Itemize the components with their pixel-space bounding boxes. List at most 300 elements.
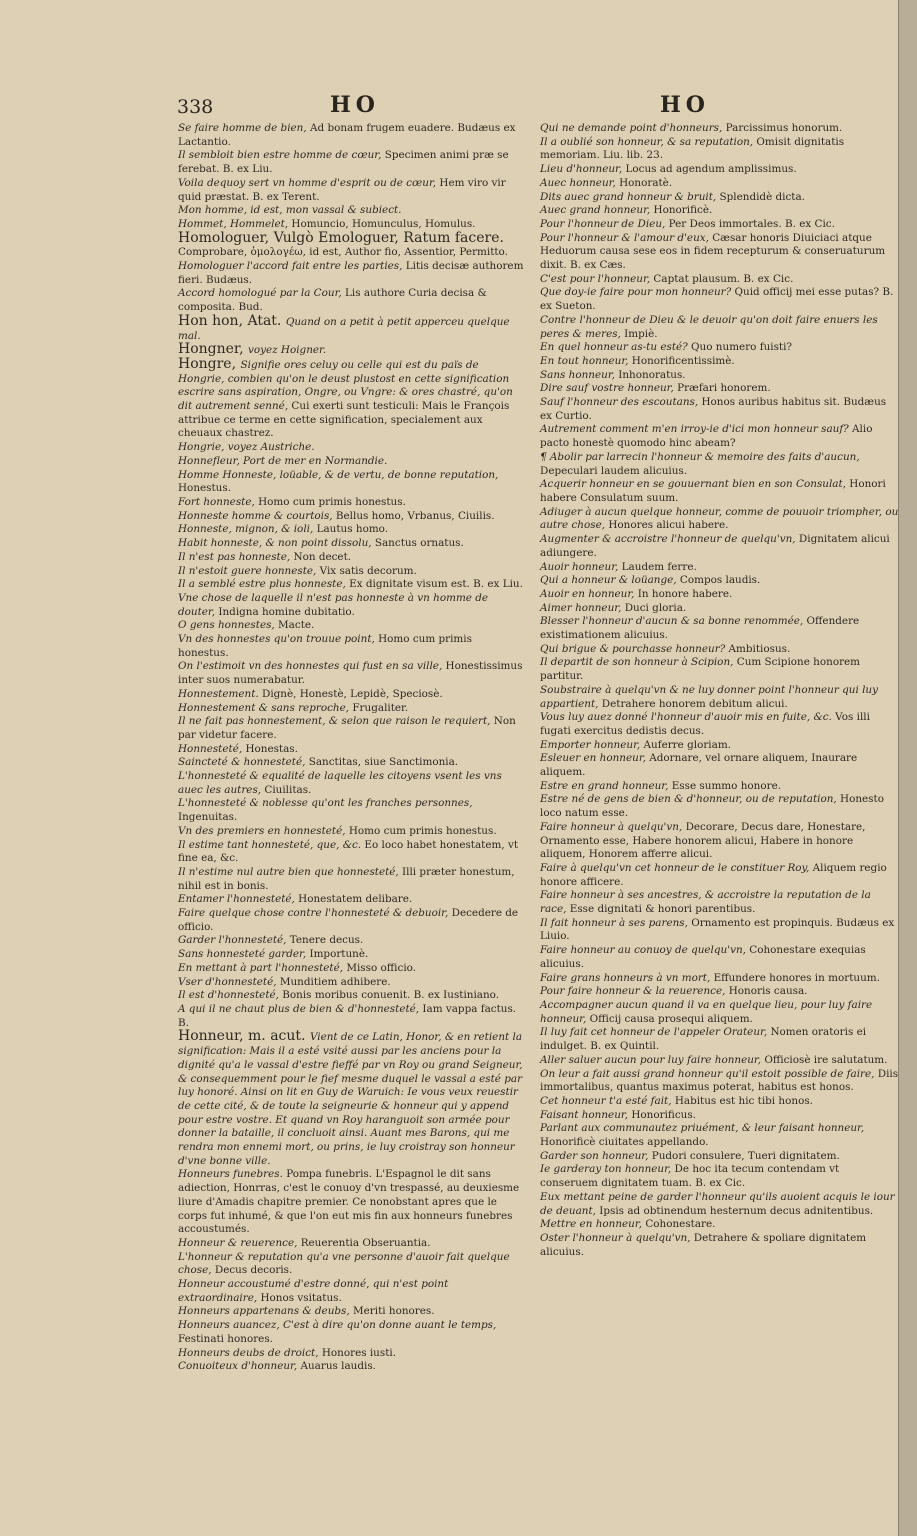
dictionary-entry	[178, 893, 524, 907]
french-headword: Honnestement.	[178, 687, 259, 700]
latin-gloss: Comprobare, ὁμολογέω, id est, Author fio, Assentior, Permitto.	[178, 246, 508, 259]
latin-gloss: Honores iusti.	[318, 1346, 396, 1359]
latin-gloss: Honneur, m. acut.	[178, 1028, 310, 1045]
dictionary-entry	[540, 1068, 900, 1095]
dictionary-entry	[540, 588, 900, 602]
dictionary-entry	[178, 246, 524, 260]
latin-gloss: Ad bonam frugem euadere. Budæus ex Lactantio.	[178, 122, 516, 148]
dictionary-entry	[178, 523, 524, 537]
french-headword: Voila dequoy sert vn homme d'esprit ou de cœur,	[178, 176, 437, 189]
french-headword: Pour faire honneur & la reuerence,	[540, 985, 726, 998]
latin-gloss: Non decet.	[290, 550, 352, 563]
french-headword: Faire honneur au conuoy de quelqu'vn,	[540, 944, 746, 957]
french-headword: Il sembloit bien estre homme de cœur,	[178, 149, 382, 162]
dictionary-entry	[540, 355, 900, 369]
dictionary-entry	[540, 1026, 900, 1053]
latin-gloss: Sanctitas, siue Sanctimonia.	[305, 756, 459, 769]
french-headword: Honnefleur, Port de mer en Normandie.	[178, 454, 388, 467]
dictionary-entry	[178, 1319, 524, 1346]
next-page-edge	[898, 0, 917, 1536]
dictionary-entry	[540, 889, 900, 916]
latin-gloss: Eo loco habet honestatem, vt fine ea, &c.	[178, 838, 518, 865]
latin-gloss: Illi præter honestum, nihil est in bonis.	[178, 865, 515, 892]
french-headword: Auec honneur,	[540, 176, 616, 189]
dictionary-entry	[178, 1003, 524, 1030]
french-headword: Habit honneste, & non point dissolu,	[178, 537, 372, 550]
dictionary-entry	[540, 163, 900, 177]
latin-gloss: Esse summo honore.	[668, 779, 782, 792]
latin-gloss: Homo cum primis honestus.	[178, 633, 472, 659]
latin-gloss: Vos illi fugati exercitus dedistis decus.	[540, 711, 870, 737]
latin-gloss: Detrahere honorem debitum alicui.	[598, 697, 788, 710]
dictionary-entry	[178, 989, 524, 1003]
dictionary-entry	[540, 1122, 900, 1149]
french-headword: Sans honnesteté garder,	[178, 948, 307, 961]
running-head-right: HO	[660, 92, 710, 118]
french-headword: Faire honneur à quelqu'vn,	[540, 820, 683, 833]
latin-gloss: Honestas.	[242, 742, 298, 755]
latin-gloss: Quid officij mei esse putas? B. ex Sueton.	[540, 286, 894, 313]
dictionary-entry	[178, 866, 524, 893]
dictionary-entry	[540, 341, 900, 355]
dictionary-entry	[178, 702, 524, 716]
french-headword: Entamer l'honnesteté,	[178, 893, 295, 906]
french-headword: Contre l'honneur de Dieu & le deuoir qu'on doit faire enuers les peres & meres,	[540, 313, 878, 340]
dictionary-entry	[540, 1218, 900, 1232]
french-headword: Blesser l'honneur d'aucun & sa bonne renommée,	[540, 615, 804, 628]
latin-gloss: Decedere de officio.	[178, 907, 519, 933]
french-headword: Il n'estime nul autre bien que honnesteté,	[178, 865, 399, 878]
french-headword: Parlant aux communautez priuément, & leur faisant honneur,	[540, 1122, 865, 1135]
french-headword: Dits auec grand honneur & bruit,	[540, 190, 717, 203]
latin-gloss: Diis immortalibus, quantus maximus poterat, habitus est honos.	[540, 1067, 899, 1094]
dictionary-entry	[178, 1305, 524, 1319]
french-headword: Estre en grand honneur,	[540, 779, 669, 792]
dictionary-entry	[178, 355, 524, 441]
french-headword: Honnesteté,	[178, 742, 243, 755]
french-headword: Honneur & reuerence,	[178, 1236, 298, 1249]
dictionary-entry	[540, 191, 900, 205]
french-headword: Oster l'honneur à quelqu'vn,	[540, 1231, 691, 1244]
dictionary-entry	[540, 1232, 900, 1259]
dictionary-entry	[178, 510, 524, 524]
french-headword: Auoir honneur,	[540, 560, 619, 573]
dictionary-entry	[540, 396, 900, 423]
dictionary-entry	[178, 565, 524, 579]
dictionary-entry	[178, 204, 524, 218]
dictionary-entry	[540, 451, 900, 478]
french-headword: Signifie ores celuy ou celle qui est du païs de Hongrie, combien qu'on le deust plustost en cette signification escrire sans aspiration, Ongre, ou Vngre: & ores chastré, qu'on dit autrement senné,	[178, 358, 513, 413]
latin-gloss: Non par videtur facere.	[178, 715, 516, 741]
dictionary-entry	[540, 684, 900, 711]
dictionary-entry	[540, 136, 900, 163]
latin-gloss: Auferre gloriam.	[640, 738, 731, 751]
dictionary-entry	[540, 574, 900, 588]
latin-gloss: Misso officio.	[343, 961, 417, 974]
latin-gloss: Ciuilitas.	[261, 783, 312, 796]
left-column	[178, 122, 524, 1373]
latin-gloss: Ipsis ad obtinendum hesternum decus adnitentibus.	[595, 1204, 874, 1217]
french-headword: Il n'estoit guere honneste,	[178, 564, 317, 577]
french-headword: Qui brigue & pourchasse honneur?	[540, 642, 726, 655]
latin-gloss: Effundere honores in mortuum.	[710, 971, 880, 984]
french-headword: Sans honneur,	[540, 368, 615, 381]
french-headword: Vne chose de laquelle il n'est pas honneste à vn homme de douter,	[178, 591, 489, 618]
french-headword: Sauf l'honneur des escoutans,	[540, 396, 699, 409]
french-headword: Conuoiteux d'honneur,	[178, 1360, 298, 1373]
latin-gloss: Decorare, Decus dare, Honestare, Ornamento esse, Habere honorem alicui, Habere in honore aliquem, Honorem afferre alicui.	[540, 820, 866, 861]
dictionary-entry	[540, 711, 900, 738]
french-headword: Mettre en honneur,	[540, 1218, 643, 1231]
right-column	[540, 122, 900, 1362]
latin-gloss: Honestus.	[178, 482, 231, 495]
latin-gloss: Alio pacto honestè quomodo hinc abeam?	[540, 423, 873, 450]
french-headword: Emporter honneur,	[540, 738, 641, 751]
french-headword: Que doy-ie faire pour mon honneur?	[540, 286, 732, 299]
french-headword: Vn des honnestes qu'on trouue point,	[178, 633, 375, 646]
french-headword: Vous luy auez donné l'honneur d'auoir mis en fuite, &c.	[540, 711, 832, 724]
dictionary-entry	[178, 496, 524, 510]
dictionary-entry	[178, 229, 524, 247]
latin-gloss: Cum Scipione honorem partitur.	[540, 656, 861, 683]
dictionary-entry	[178, 260, 524, 287]
french-headword: Augmenter & accroistre l'honneur de quelqu'vn,	[540, 533, 796, 546]
latin-gloss: Quo numero fuisti?	[687, 341, 792, 354]
latin-gloss: Impiè.	[620, 327, 658, 340]
french-headword: L'honneur & reputation qu'a vne personne d'auoir fait quelque chose,	[178, 1250, 510, 1277]
french-headword: Quand on a petit à petit apperceu quelque mal.	[178, 315, 510, 342]
dictionary-entry	[178, 287, 524, 314]
latin-gloss: Honoris causa.	[725, 985, 808, 998]
latin-gloss: Inhonoratus.	[614, 368, 686, 381]
latin-gloss: Honorificentissimè.	[628, 354, 735, 367]
latin-gloss: Honores alicui habere.	[605, 519, 729, 532]
latin-gloss: Hem viro vir quid præstat. B. ex Terent.	[178, 176, 506, 203]
french-headword: Il ne fait pas honnestement, & selon que raison le requiert,	[178, 715, 491, 728]
dictionary-entry	[540, 478, 900, 505]
latin-gloss: Habitus est hic tibi honos.	[671, 1094, 813, 1107]
french-headword: Fort honneste,	[178, 495, 255, 508]
dictionary-entry	[540, 506, 900, 533]
dictionary-entry	[178, 756, 524, 770]
dictionary-entry	[540, 122, 900, 136]
french-headword: Saincteté & honnesteté,	[178, 756, 306, 769]
dictionary-entry	[178, 469, 524, 496]
french-headword: On l'estimoit vn des honnestes qui fust en sa ville,	[178, 660, 443, 673]
latin-gloss: Locus ad agendum amplissimus.	[622, 163, 797, 176]
running-head-left: HO	[330, 92, 380, 118]
latin-gloss: Honorificè.	[650, 204, 713, 217]
latin-gloss: Honestissimus inter suos numerabatur.	[178, 660, 523, 687]
dictionary-entry	[178, 839, 524, 866]
entry-continuation: Cui exerti sunt testiculi: Mais le François attribue ce terme en cette signification, specialement aux cheuaux chastrez.	[178, 400, 510, 440]
latin-gloss: Pompa funebris. L'Espagnol le dit sans adiection, Honrras, c'est le conuoy d'vn trespassé, au deuxiesme liure d'Amadis chapitre premier. Ce nonobstant apres que le corps fut inhumé, & que l'on eut mis fin aux honneurs funebres accoustumés.	[178, 1168, 520, 1236]
latin-gloss: Officiosè ire salutatum.	[761, 1053, 888, 1066]
dictionary-entry	[540, 793, 900, 820]
latin-gloss: Frugaliter.	[349, 701, 409, 714]
latin-gloss: Parcissimus honorum.	[722, 122, 843, 134]
french-headword: En mettant à part l'honnesteté,	[178, 961, 344, 974]
dictionary-entry	[540, 423, 900, 450]
french-headword: ¶ Abolir par larrecin l'honneur & memoire des faits d'aucun,	[540, 450, 860, 463]
dictionary-entry	[540, 232, 900, 273]
french-headword: On leur a fait aussi grand honneur qu'il estoit possible de faire,	[540, 1067, 875, 1080]
french-headword: O gens honnestes,	[178, 619, 275, 632]
french-headword: Il luy fait cet honneur de l'appeler Orateur,	[540, 1026, 768, 1039]
dictionary-entry	[540, 1109, 900, 1123]
dictionary-entry	[540, 780, 900, 794]
french-headword: L'honnesteté & equalité de laquelle les citoyens vsent les vns auec les autres,	[178, 770, 502, 796]
dictionary-entry	[540, 1163, 900, 1190]
dictionary-entry	[178, 1251, 524, 1278]
latin-gloss: Dignè, Honestè, Lepidè, Speciosè.	[258, 687, 443, 700]
latin-gloss: Tenere decus.	[286, 934, 364, 947]
latin-gloss: Sanctus ornatus.	[371, 537, 464, 550]
french-headword: Accord homologué par la Cour,	[178, 287, 342, 300]
dictionary-entry	[540, 739, 900, 753]
dictionary-entry	[540, 1054, 900, 1068]
dictionary-entry	[178, 976, 524, 990]
french-headword: Il a semblé estre plus honneste,	[178, 578, 346, 591]
french-headword: Estre né de gens de bien & d'honneur, ou de reputation,	[540, 793, 837, 806]
dictionary-entry	[178, 715, 524, 742]
latin-gloss: Splendidè dicta.	[716, 190, 805, 203]
latin-gloss: Honori habere Consulatum suum.	[540, 478, 886, 504]
french-headword: Honneste homme & courtois,	[178, 509, 333, 522]
latin-gloss: Offendere existimationem alicuius.	[540, 615, 860, 642]
page-header	[0, 92, 898, 122]
dictionary-entry	[178, 1347, 524, 1361]
french-headword: Faire quelque chose contre l'honnesteté & debuoir,	[178, 907, 449, 920]
dictionary-entry	[178, 122, 524, 149]
french-headword: Accompagner aucun quand il va en quelque lieu, pour luy faire honneur,	[540, 999, 873, 1025]
french-headword: Faire à quelqu'vn cet honneur de le constituer Roy,	[540, 861, 810, 874]
latin-gloss: Litis decisæ authorem fieri. Budæus.	[178, 260, 524, 286]
dictionary-entry	[178, 660, 524, 687]
french-headword: Auoir en honneur,	[540, 587, 635, 600]
latin-gloss: Nomen oratoris ei indulget. B. ex Quintil.	[540, 1026, 867, 1053]
dictionary-entry	[540, 1191, 900, 1218]
latin-gloss: Laudem ferre.	[618, 560, 697, 573]
french-headword: Aimer honneur,	[540, 601, 622, 614]
latin-gloss: Honos auribus habitus sit. Budæus ex Curtio.	[540, 396, 887, 422]
french-headword: Qui a honneur & loüange,	[540, 574, 677, 587]
latin-gloss: Hongner,	[178, 341, 248, 358]
dictionary-entry	[178, 934, 524, 948]
dictionary-entry	[540, 273, 900, 287]
french-headword: Il departit de son honneur à Scipion,	[540, 656, 734, 669]
french-headword: Il n'est pas honneste,	[178, 550, 291, 563]
dictionary-entry	[178, 770, 524, 797]
dictionary-entry	[178, 825, 524, 839]
latin-gloss: Auarus laudis.	[297, 1360, 376, 1373]
latin-gloss: Ornamento est propinquis. Budæus ex Liuio.	[540, 916, 895, 943]
latin-gloss: Reuerentia Obseruantia.	[297, 1236, 431, 1249]
french-headword: Adiuger à aucun quelque honneur, comme de pouuoir triompher, ou autre chose,	[540, 505, 899, 532]
latin-gloss: Specimen animi præ se ferebat. B. ex Liu.	[178, 149, 509, 176]
dictionary-entry	[540, 286, 900, 313]
french-headword: Il est d'honnesteté,	[178, 989, 279, 1002]
dictionary-entry	[540, 1095, 900, 1109]
latin-gloss: Ingenuitas.	[178, 811, 238, 824]
latin-gloss: Meriti honores.	[349, 1305, 435, 1318]
dictionary-entry	[540, 752, 900, 779]
dictionary-entry	[178, 948, 524, 962]
french-headword: Il a oublié son honneur, & sa reputation,	[540, 135, 754, 148]
dictionary-entry	[178, 149, 524, 176]
french-headword: Auec grand honneur,	[540, 204, 651, 217]
latin-gloss: In honore habere.	[634, 587, 733, 600]
french-headword: Faisant honneur,	[540, 1108, 629, 1121]
page-number: 338	[177, 96, 214, 118]
french-headword: Honneurs auancez, C'est à dire qu'on donne auant le temps,	[178, 1319, 497, 1332]
french-headword: Ie garderay ton honneur,	[540, 1163, 672, 1176]
latin-gloss: Ex dignitate visum est. B. ex Liu.	[345, 578, 523, 591]
latin-gloss: Depeculari laudem alicuius.	[540, 464, 688, 477]
dictionary-entry	[178, 441, 524, 455]
dictionary-entry	[178, 797, 524, 824]
dictionary-entry	[540, 917, 900, 944]
dictionary-entry	[540, 218, 900, 232]
latin-gloss: Homologuer, Vulgò Emologuer, Ratum facere.	[178, 229, 504, 246]
french-headword: Honneurs deubs de droict,	[178, 1346, 319, 1359]
latin-gloss: Aliquem regio honore afficere.	[540, 861, 887, 888]
latin-gloss: Cohonestare exequias alicuius.	[540, 944, 866, 970]
latin-gloss: Pudori consulere, Tueri dignitatem.	[648, 1149, 840, 1162]
dictionary-entry	[540, 314, 900, 341]
dictionary-entry	[178, 962, 524, 976]
dictionary-entry	[540, 177, 900, 191]
dictionary-entry	[540, 862, 900, 889]
french-headword: Pour l'honneur & l'amour d'eux,	[540, 231, 709, 244]
dictionary-entry	[178, 633, 524, 660]
latin-gloss: Honos vsitatus.	[257, 1291, 342, 1304]
latin-gloss: Iam vappa factus. B.	[178, 1003, 517, 1029]
latin-gloss: Honorificè ciuitates appellando.	[540, 1136, 709, 1149]
french-headword: Homologuer l'accord fait entre les parties,	[178, 260, 403, 273]
french-headword: voyez Hoigner.	[247, 344, 327, 357]
dictionary-entry	[540, 656, 900, 683]
french-headword: En tout honneur,	[540, 354, 629, 367]
french-headword: Vser d'honnesteté,	[178, 975, 277, 988]
latin-gloss: Per Deos immortales. B. ex Cic.	[665, 217, 835, 230]
latin-gloss: Ambitiosus.	[725, 642, 791, 655]
french-headword: A qui il ne chaut plus de bien & d'honnesteté,	[178, 1003, 420, 1015]
latin-gloss: Compos laudis.	[676, 574, 761, 587]
latin-gloss: Indigna homine dubitatio.	[215, 605, 355, 618]
dictionary-entry	[178, 907, 524, 934]
french-headword: Vient de ce Latin, Honor, & en retient la signification: Mais il a esté vsité aussi par les anciens pour la dignité qu'a le vassal d'estre fieffé par vn Roy ou grand Seigneur, & consequemment pour le fief mesme duquel le vassal a esté par luy honoré. Ainsi on lit en Guy de Waruich: Ie vous veux reuestir de cette cité, & de toute la seigneurie & honneur qui y append pour estre vostre. Et quand vn Roy haranguoit son armée pour donner la bataille, il concluoit ainsi. Auant mes Barons, qui me rendra mon ennemi mort, ou prins, ie luy croistray son honneur d'vne bonne ville.	[178, 1031, 523, 1167]
dictionary-entry	[540, 561, 900, 575]
dictionary-entry	[540, 204, 900, 218]
dictionary-entry	[178, 1237, 524, 1251]
dictionary-entry	[540, 944, 900, 971]
latin-gloss: Festinati honores.	[178, 1332, 273, 1345]
french-headword: Garder l'honnesteté,	[178, 934, 287, 947]
french-headword: Honneur accoustumé d'estre donné, qui n'est point extraordinaire,	[178, 1278, 449, 1304]
dictionary-entry	[178, 1278, 524, 1305]
dictionary-entry	[178, 688, 524, 702]
french-headword: Hommet, Hommelet,	[178, 217, 289, 230]
dictionary-entry	[540, 643, 900, 657]
french-headword: Mon homme, id est, mon vassal & subiect.	[178, 204, 402, 217]
dictionary-entry	[540, 972, 900, 986]
latin-gloss: Homo cum primis honestus.	[254, 495, 406, 508]
french-headword: Pour l'honneur de Dieu,	[540, 217, 666, 230]
dictionary-entry	[178, 592, 524, 619]
dictionary-entry	[178, 312, 524, 343]
french-headword: Esleuer en honneur,	[540, 752, 646, 765]
french-headword: Vn des premiers en honnesteté,	[178, 824, 346, 837]
french-headword: Honneste, mignon, & ioli,	[178, 523, 314, 536]
latin-gloss: Vix satis decorum.	[316, 564, 417, 577]
dictionary-entry	[178, 455, 524, 469]
french-headword: Cet honneur t'a esté fait,	[540, 1094, 672, 1107]
latin-gloss: Homo cum primis honestus.	[345, 824, 497, 837]
latin-gloss: Officij causa prosequi aliquem.	[586, 1012, 753, 1025]
latin-gloss: Adornare, vel ornare aliquem, Inaurare aliquem.	[540, 752, 858, 779]
dictionary-entry	[178, 537, 524, 551]
dictionary-entry	[178, 578, 524, 592]
french-headword: Hongrie, voyez Austriche.	[178, 441, 315, 454]
dictionary-entry	[540, 821, 900, 862]
dictionary-entry	[540, 369, 900, 383]
french-headword: Homme Honneste, loüable, & de vertu, de bonne reputation,	[178, 468, 499, 481]
dictionary-entry	[178, 1168, 524, 1237]
latin-gloss: Bonis moribus conuenit. B. ex Iustiniano.	[278, 989, 500, 1002]
latin-gloss: Lautus homo.	[313, 523, 389, 536]
french-headword: Il fait honneur à ses parens,	[540, 916, 688, 929]
dictionary-entry	[178, 743, 524, 757]
french-headword: Honnestement & sans reproche,	[178, 701, 350, 714]
latin-gloss: Importunè.	[306, 948, 369, 961]
dictionary-entry	[540, 533, 900, 560]
latin-gloss: Munditiem adhibere.	[276, 975, 391, 988]
latin-gloss: Dignitatem alicui adiungere.	[540, 533, 890, 559]
dictionary-entry	[178, 551, 524, 565]
french-headword: Se faire homme de bien,	[178, 122, 307, 134]
french-headword: L'honnesteté & noblesse qu'ont les franches personnes,	[178, 797, 473, 810]
french-headword: Faire grans honneurs à vn mort,	[540, 971, 711, 984]
french-headword: Faire honneur à ses ancestres, & accroistre la reputation de la race,	[540, 889, 871, 916]
latin-gloss: Detrahere & spoliare dignitatem alicuius.	[540, 1231, 867, 1258]
french-headword: Qui ne demande point d'honneurs,	[540, 122, 723, 134]
french-headword: C'est pour l'honneur,	[540, 272, 651, 285]
french-headword: Lieu d'honneur,	[540, 163, 623, 176]
latin-gloss: Cohonestare.	[642, 1218, 716, 1231]
dictionary-entry	[178, 1030, 524, 1168]
latin-gloss: Hongre,	[178, 355, 241, 372]
latin-gloss: De hoc ita tecum contendam vt conseruem dignitatem tuam. B. ex Cic.	[540, 1163, 840, 1190]
dictionary-entry	[540, 985, 900, 999]
dictionary-entry	[540, 615, 900, 642]
french-headword: Aller saluer aucun pour luy faire honneur,	[540, 1053, 762, 1066]
dictionary-entry	[540, 382, 900, 396]
latin-gloss: Honorificus.	[628, 1108, 696, 1121]
latin-gloss: Homuncio, Homunculus, Homulus.	[288, 217, 476, 230]
latin-gloss: Præfari honorem.	[673, 382, 771, 395]
latin-gloss: Macte.	[274, 619, 315, 632]
latin-gloss: Esse dignitati & honori parentibus.	[566, 903, 756, 916]
dictionary-entry	[178, 1360, 524, 1374]
latin-gloss: Duci gloria.	[621, 601, 687, 614]
dictionary-entry	[540, 1150, 900, 1164]
latin-gloss: Honoratè.	[615, 176, 673, 189]
latin-gloss: Decus decoris.	[211, 1264, 293, 1277]
french-headword: En quel honneur as-tu esté?	[540, 341, 688, 354]
latin-gloss: Cæsar honoris Diuiciaci atque Heduorum causa sese eos in fidem recepturum & conseruaturum dixit. B. ex Cæs.	[540, 231, 886, 272]
latin-gloss: Captat plausum. B. ex Cic.	[650, 272, 794, 285]
